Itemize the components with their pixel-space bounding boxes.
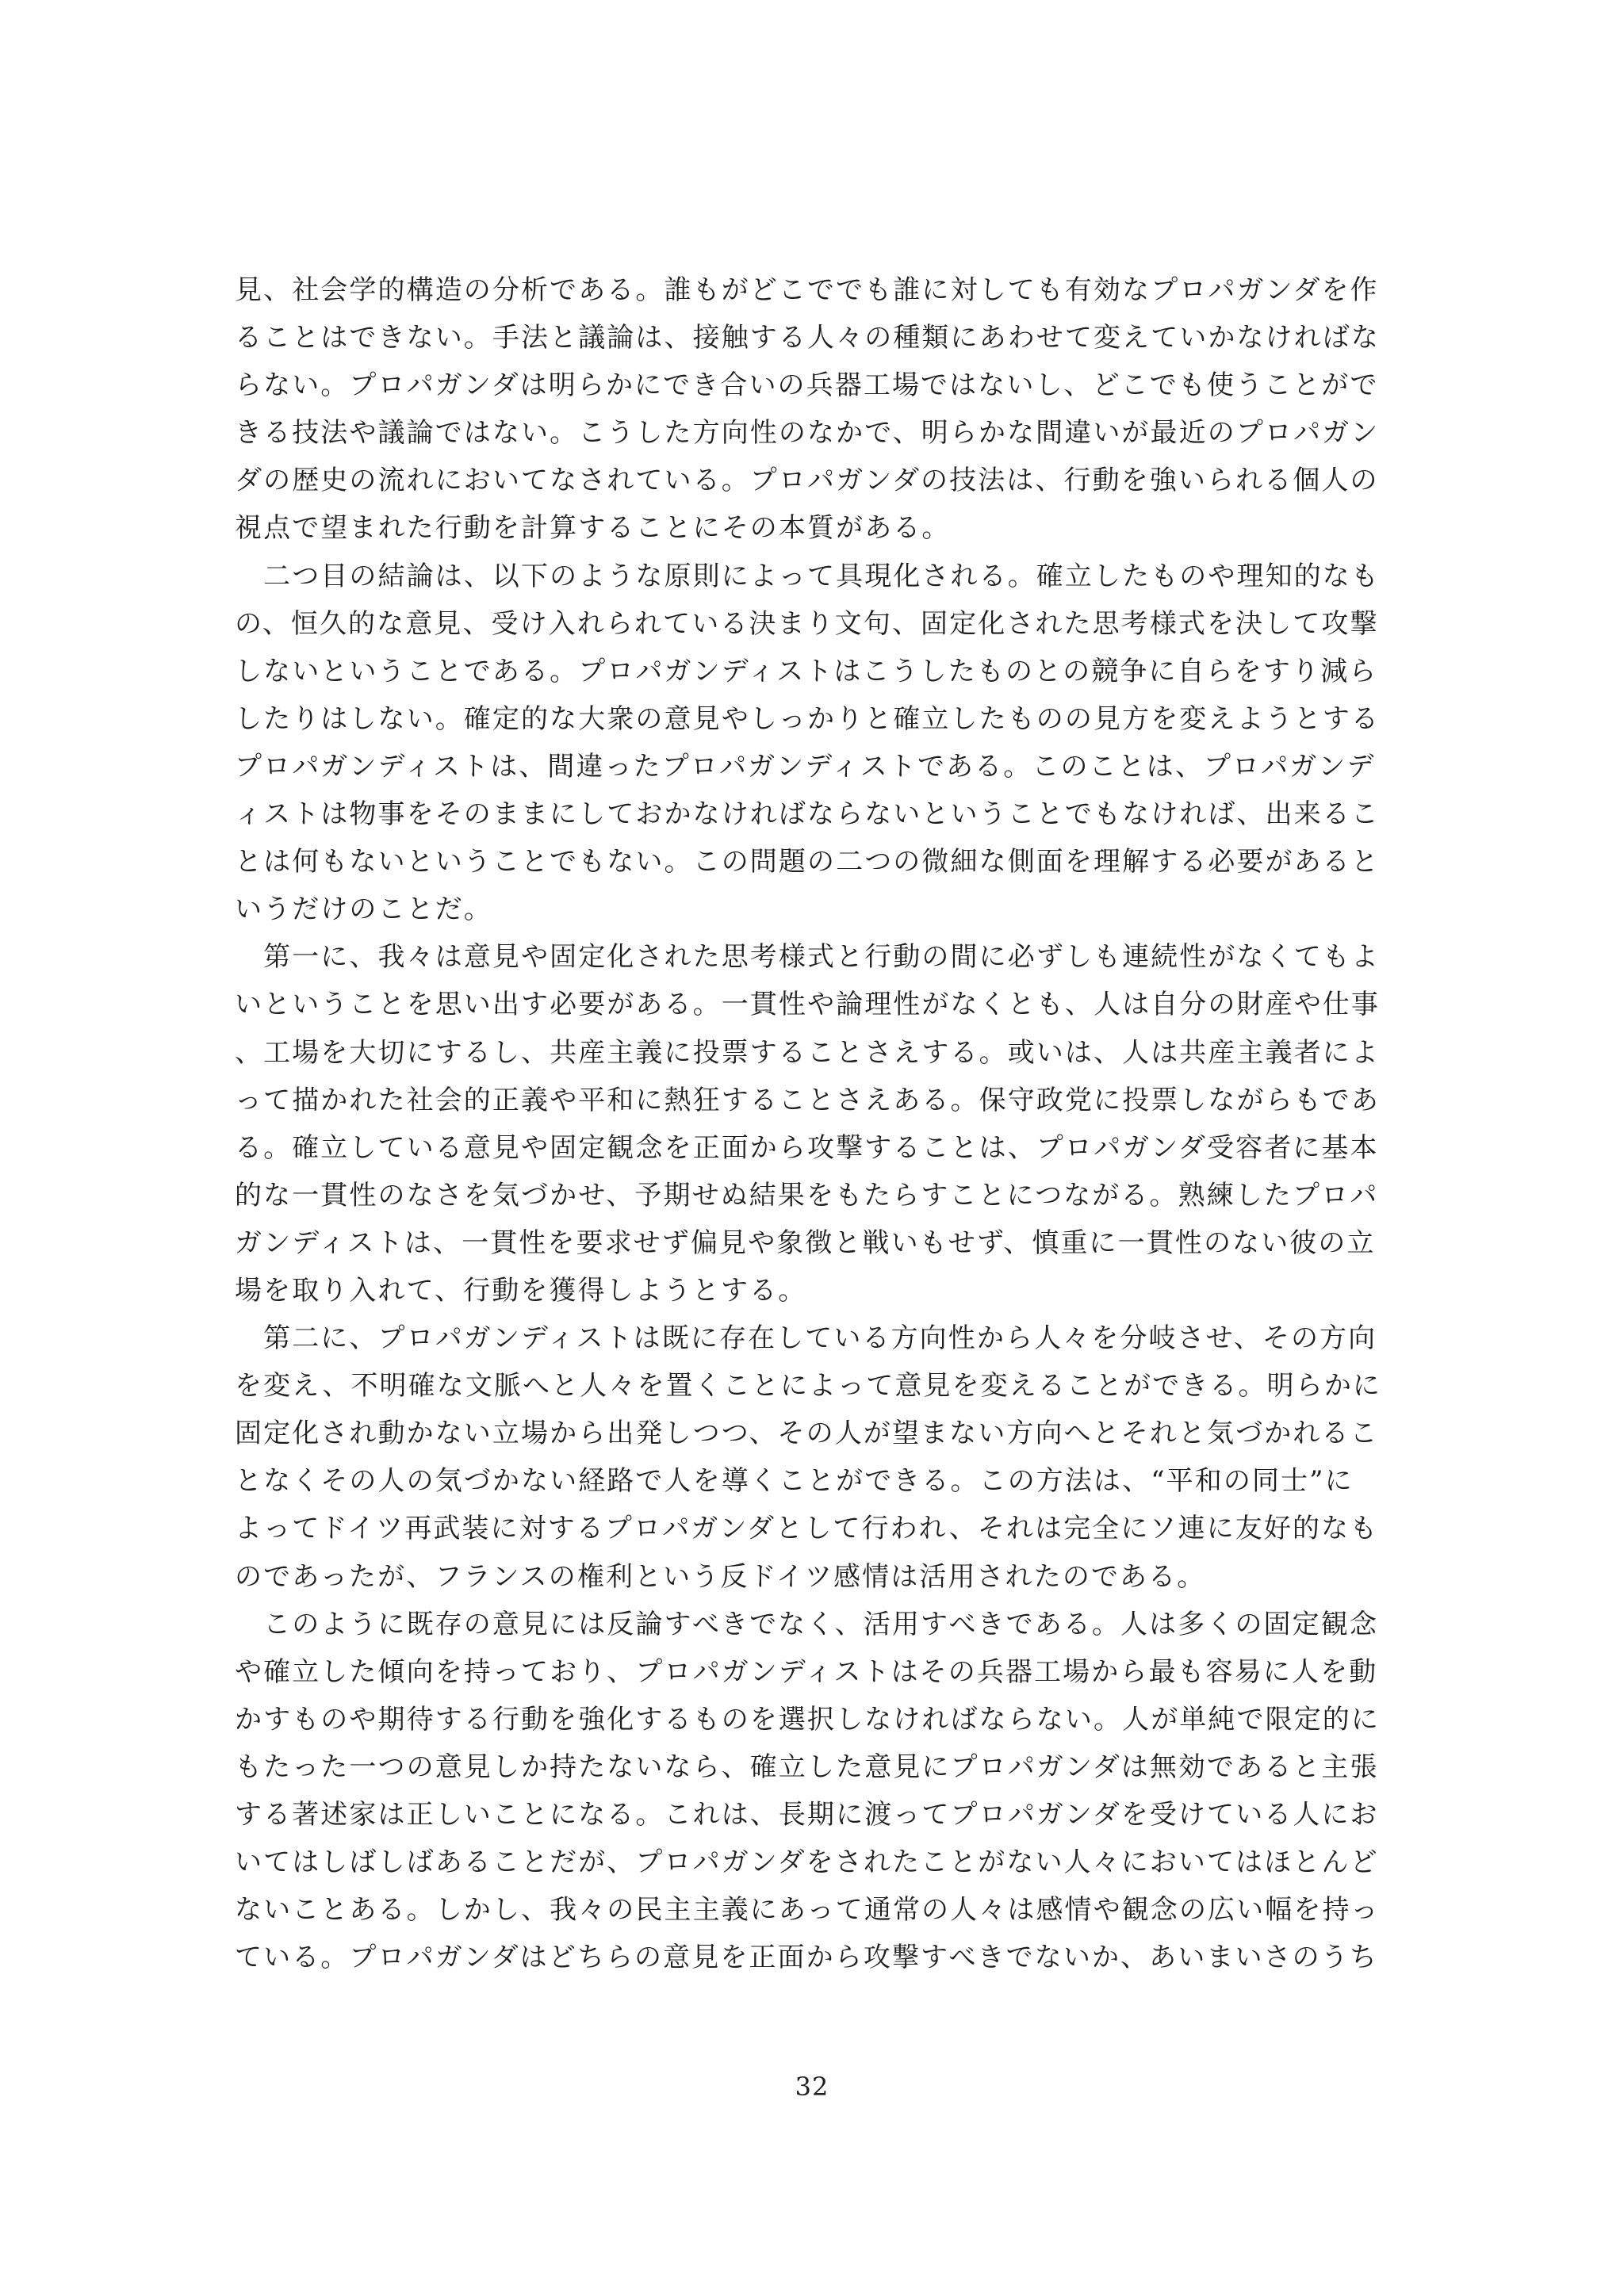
text-line: 的な一貫性のなさを気づかせ、予期せぬ結果をもたらすことにつながる。熟練したプロパ <box>235 1179 1379 1211</box>
text-line: 見、社会学的構造の分析である。誰もがどこででも誰に対しても有効なプロパガンダを作 <box>235 274 1379 306</box>
text-line: しないということである。プロパガンディストはこうしたものとの競争に自らをすり減ら <box>235 655 1378 687</box>
text-line: る。確立している意見や固定観念を正面から攻撃することは、プロパガンダ受容者に基本 <box>235 1131 1379 1164</box>
text-line: かすものや期待する行動を強化するものを選択しなければならない。人が単純で限定的に <box>235 1703 1380 1735</box>
text-line: ダの歴史の流れにおいてなされている。プロパガンダの技法は、行動を強いられる個人の <box>235 465 1379 497</box>
text-line: を変え、不明確な文脈へと人々を置くことによって意見を変えることができる。明らかに <box>235 1370 1382 1402</box>
text-line: 二つ目の結論は、以下のような原則によって具現化される。確立したものや理知的なも <box>235 560 1380 592</box>
text-line: となくその人の気づかない経路で人を導くことができる。この方法は、“平和の同士”に <box>235 1465 1354 1498</box>
text-line: する著述家は正しいことになる。これは、長期に渡ってプロパガンダを受けている人にお <box>235 1799 1379 1831</box>
page-number: 32 <box>795 2072 829 2102</box>
text-line: このように既存の意見には反論すべきでなく、活用すべきである。人は多くの固定観念 <box>235 1608 1378 1640</box>
text-line: 場を取り入れて、行動を獲得しようとする。 <box>235 1274 807 1307</box>
text-line: って描かれた社会的正義や平和に熱狂することさえある。保守政党に投票しながらもであ <box>235 1084 1380 1116</box>
text-line: 第一に、我々は意見や固定化された思考様式と行動の間に必ずしも連続性がなくてもよ <box>235 941 1380 974</box>
text-line: もたった一つの意見しか持たないなら、確立した意見にプロパガンダは無効であると主張 <box>235 1751 1379 1783</box>
text-line: や確立した傾向を持っており、プロパガンディストはその兵器工場から最も容易に人を動 <box>235 1655 1378 1688</box>
text-line: いうだけのことだ。 <box>235 894 492 926</box>
text-line: らない。プロパガンダは明らかにでき合いの兵器工場ではないし、どこでも使うことがで <box>235 369 1379 402</box>
text-line: よってドイツ再武装に対するプロパガンダとして行われ、それは完全にソ連に友好的なも <box>235 1513 1379 1545</box>
text-line: ている。プロパガンダはどちらの意見を正面から攻撃すべきでないか、あいまいさのうち <box>235 1942 1378 1974</box>
text-line: の、恒久的な意見、受け入れられている決まり文句、固定化された思考様式を決して攻撃 <box>235 607 1379 640</box>
text-line: ないことある。しかし、我々の民主主義にあって通常の人々は感情や観念の広い幅を持っ <box>235 1894 1380 1927</box>
text-line: いということを思い出す必要がある。一貫性や論理性がなくとも、人は自分の財産や仕事 <box>235 989 1380 1021</box>
text-line: プロパガンディストは、間違ったプロパガンディストである。このことは、プロパガンデ <box>235 750 1376 783</box>
body-text <box>235 266 1392 1981</box>
text-line: 固定化され動かない立場から出発しつつ、その人が望まない方向へとそれと気づかれるこ <box>235 1418 1379 1450</box>
text-line: のであったが、フランスの権利という反ドイツ感情は活用されたのである。 <box>235 1560 1206 1593</box>
text-line: いてはしばしばあることだが、プロパガンダをされたことがない人々においてはほとんど <box>235 1846 1379 1879</box>
text-line: したりはしない。確定的な大衆の意見やしっかりと確立したものの見方を変えようとする <box>235 702 1380 735</box>
text-line: きる技法や議論ではない。こうした方向性のなかで、明らかな間違いが最近のプロパガン <box>235 417 1380 450</box>
text-line: 、工場を大切にするし、共産主義に投票することさえする。或いは、人は共産主義者によ <box>235 1036 1380 1069</box>
text-line: 第二に、プロパガンディストは既に存在している方向性から人々を分岐させ、その方向 <box>235 1322 1377 1355</box>
text-line: ガンディストは、一貫性を要求せず偏見や象徴と戦いもせず、慎重に一貫性のない彼の立 <box>235 1226 1376 1259</box>
text-line: ィストは物事をそのままにしておかなければならないということでもなければ、出来るこ <box>235 798 1380 831</box>
text-line: 視点で望まれた行動を計算することにその本質がある。 <box>235 512 951 545</box>
text-line: とは何もないということでもない。この問題の二つの微細な側面を理解する必要があると <box>235 846 1380 878</box>
text-line: ることはできない。手法と議論は、接触する人々の種類にあわせて変えていかなければな <box>235 322 1380 354</box>
